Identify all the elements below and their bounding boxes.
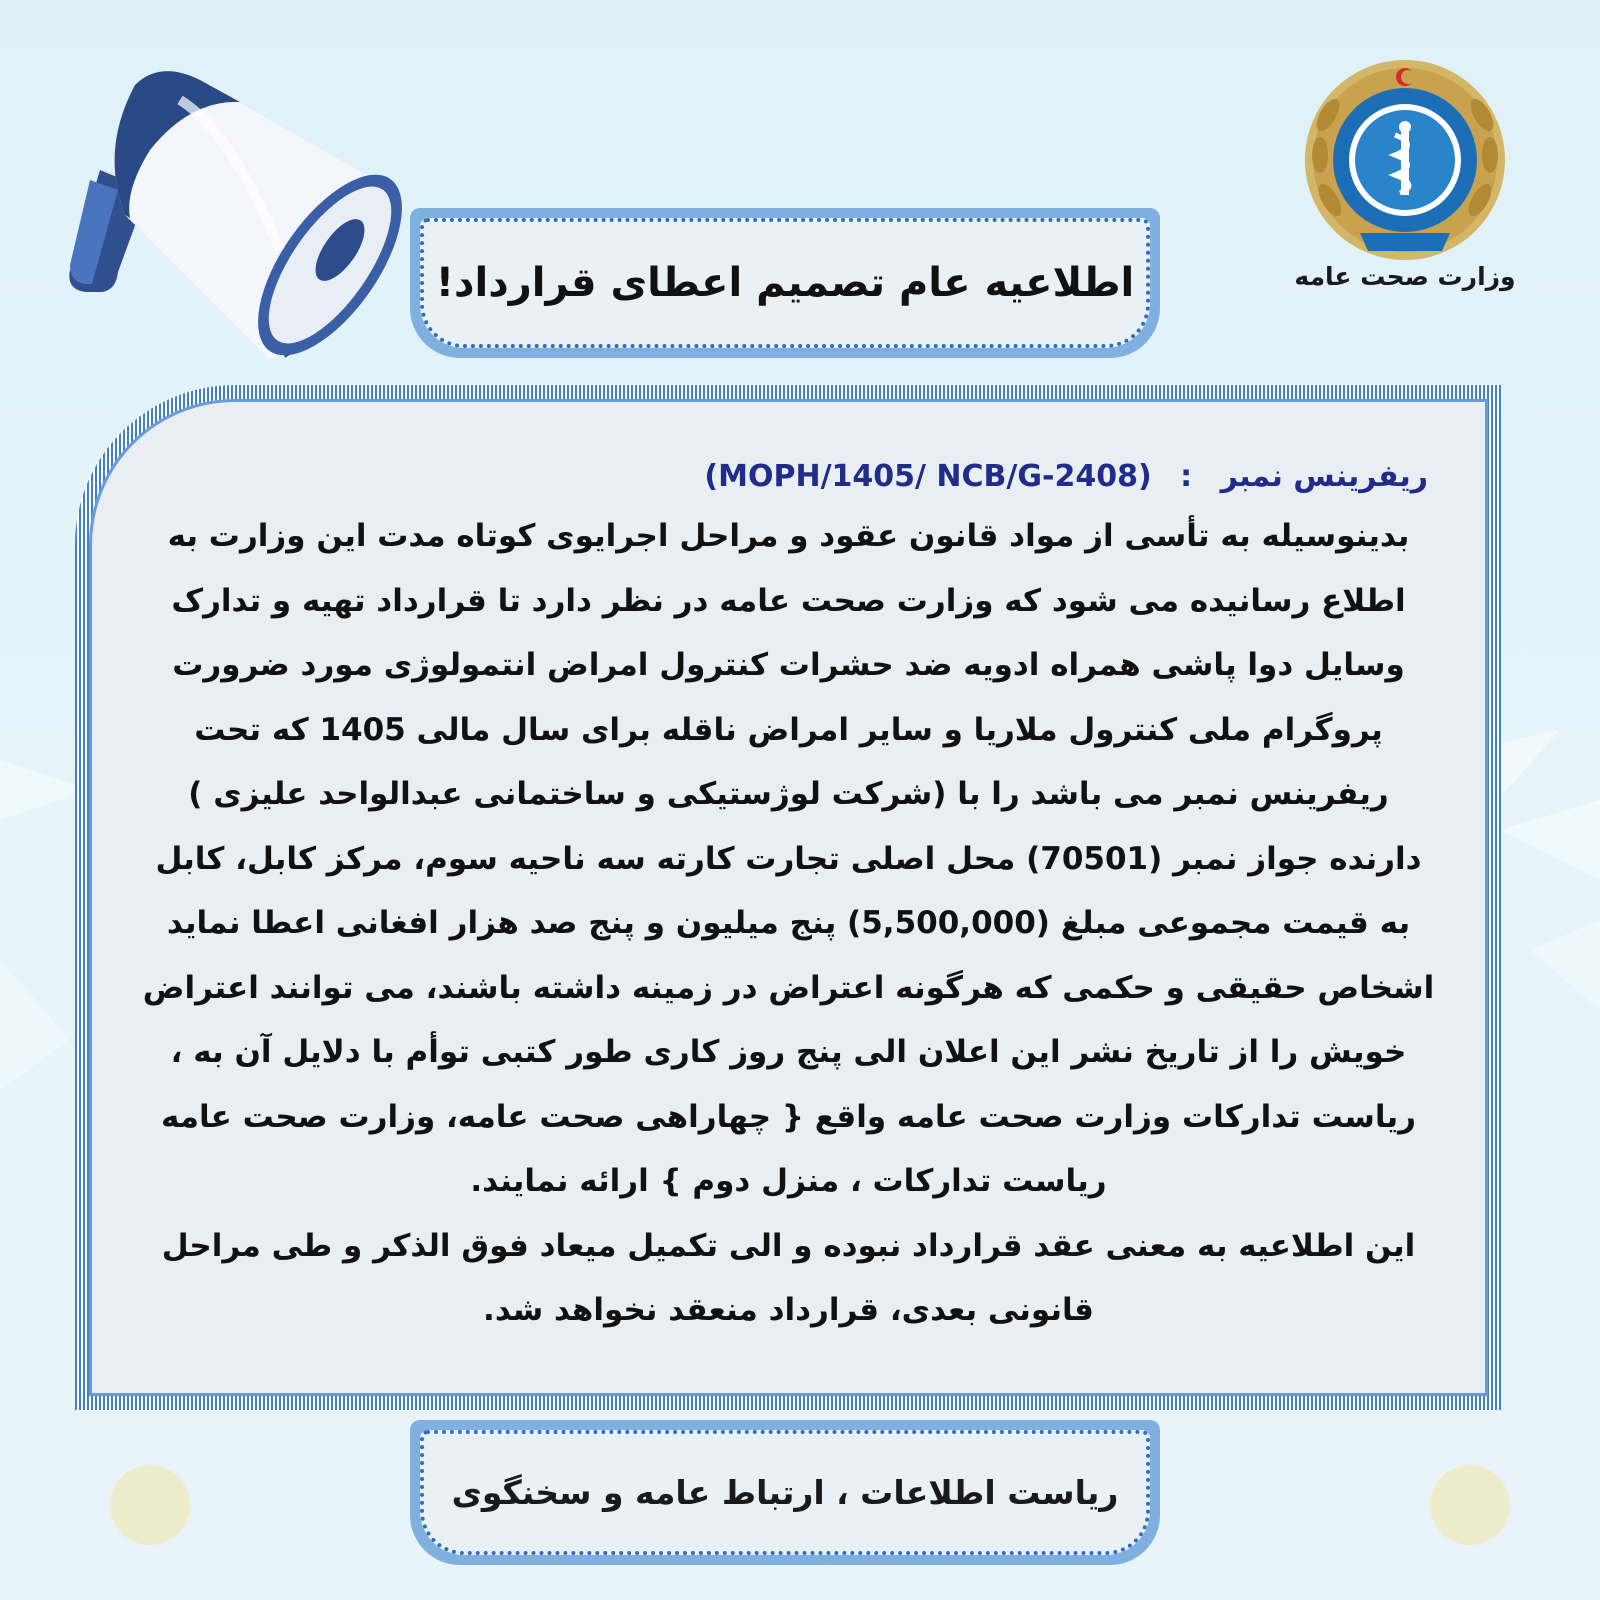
ministry-name: وزارت صحت عامه xyxy=(1294,262,1516,291)
title-banner-inner xyxy=(420,218,1150,348)
page-title: اطلاعیه عام تصمیم اعطای قرارداد! xyxy=(435,260,1135,306)
body-paragraph-1: بدینوسیله به تأسی از مواد قانون عقود و مراحل اجرایوی کوتاه مدت این وزارت به اطلاع رسانیده می شود که وزارت صحت عامه در نظر دارد تا قرارداد تهیه و تدارک وسایل دوا پاشی همراه ادویه ضد حشرات کنترول امراض انتمولوژی مورد ضرورت پروگرام ملی کنترول ملاریا و سایر امراض ناقله برای سال مالی 1405 که تحت ریفرینس نمبر می باشد را با (شرکت لوژستیکی و ساختمانی عبدالواحد علیزی ) دارنده جواز نمبر (70501) محل اصلی تجارت کارته سه ناحیه سوم، مرکز کابل، کابل به قیمت مجموعی مبلغ (5,500,000) پنج میلیون و پنج صد هزار افغانی اعطا نماید xyxy=(155,518,1422,941)
moph-emblem-icon xyxy=(1300,55,1510,265)
reference-line xyxy=(139,459,1438,494)
body-paragraph-2: اشخاص حقیقی و حکمی که هرگونه اعتراض در زمینه داشته باشند، می توانند اعتراض خویش را از تاریخ نشر این اعلان الی پنج روز کاری طور کتبی توأم با دلایل آن به ، ریاست تدارکات وزارت صحت عامه واقع { چهاراهی صحت عامه، وزارت صحت عامه ریاست تدارکات ، منزل دوم } ارائه نمایند. xyxy=(142,969,1435,1199)
footer-banner xyxy=(410,1420,1160,1565)
body-paragraph-3: این اطلاعیه به معنی عقد قرارداد نبوده و الی تکمیل میعاد فوق الذکر و طی مراحل قانونی بعدی، قرارداد منعقد نخواهد شد. xyxy=(161,1227,1416,1328)
sunburst-left xyxy=(110,1465,190,1545)
footer-banner-inner xyxy=(420,1430,1150,1555)
footer-text: ریاست اطلاعات ، ارتباط عامه و سخنگوی xyxy=(451,1473,1119,1512)
reference-label: ریفرینس نمبر xyxy=(1220,459,1428,494)
megaphone-icon xyxy=(30,40,410,370)
sunburst-right xyxy=(1430,1465,1510,1545)
announcement-content xyxy=(139,459,1438,1343)
announcement-panel xyxy=(75,385,1502,1410)
title-banner xyxy=(410,208,1160,358)
reference-separator: : xyxy=(1180,459,1193,494)
reference-number: (MOPH/1405/ NCB/G-2408) xyxy=(704,459,1152,494)
